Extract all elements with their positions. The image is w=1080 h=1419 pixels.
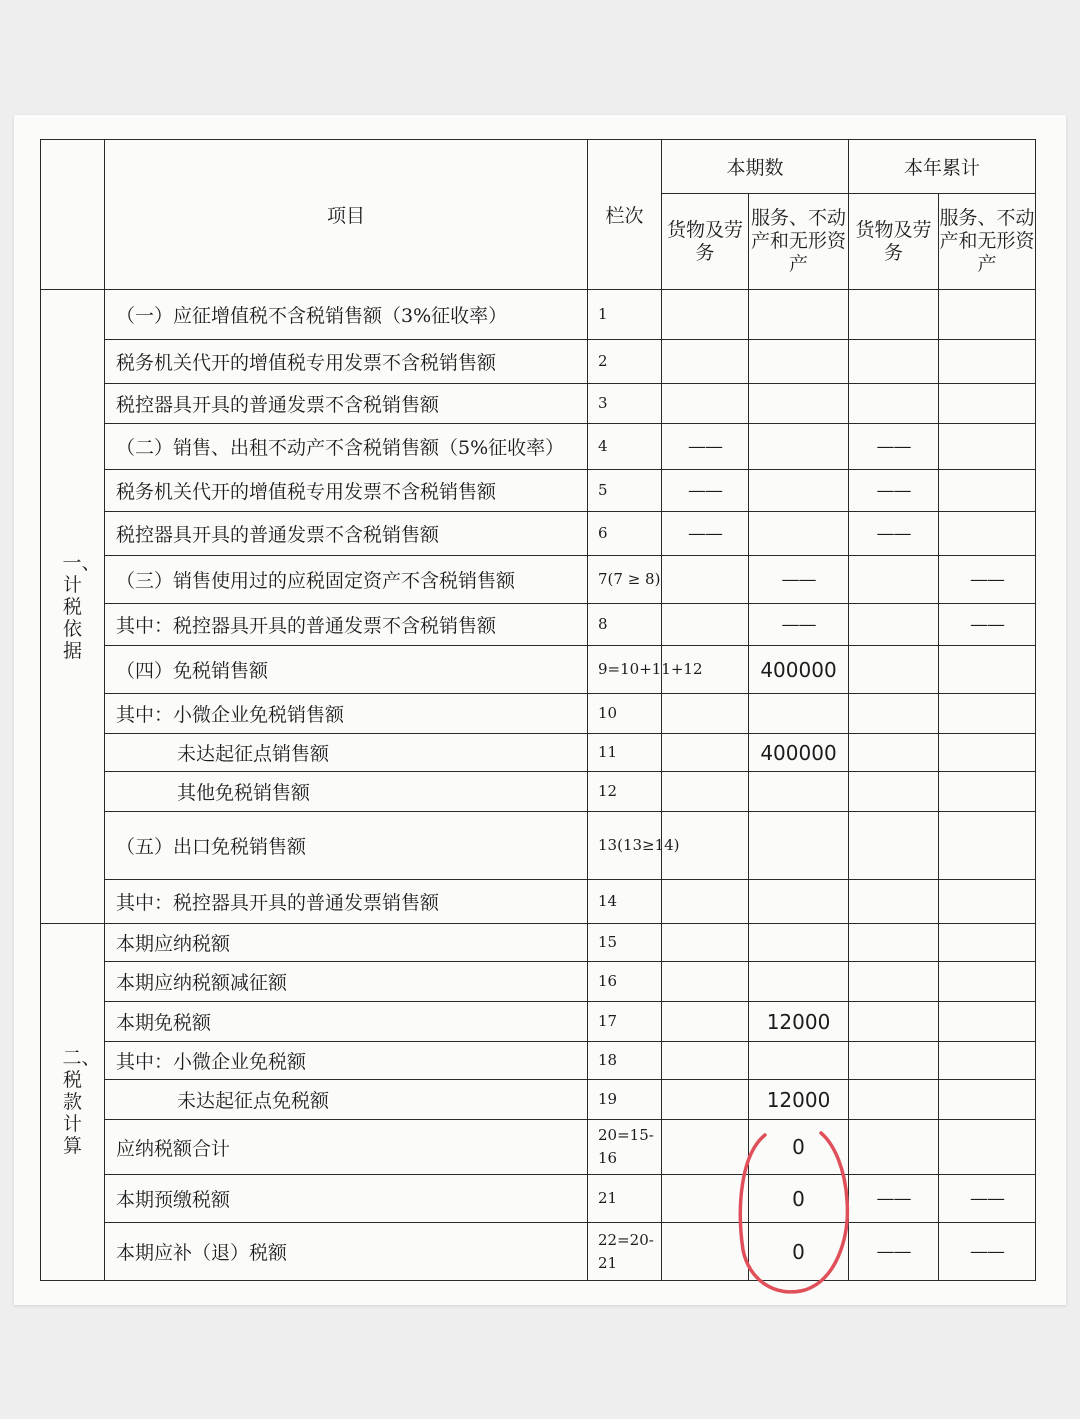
row-value-c4 bbox=[939, 734, 1036, 772]
row-item-label: 本期免税额 bbox=[105, 1002, 588, 1042]
row-item-label: 本期应补（退）税额 bbox=[105, 1223, 588, 1281]
row-value-c2 bbox=[749, 772, 849, 812]
row-value-c1 bbox=[662, 384, 749, 424]
row-value-c4 bbox=[939, 1042, 1036, 1080]
header-blank-cell bbox=[41, 140, 105, 290]
row-value-c4: —— bbox=[939, 1223, 1036, 1281]
row-item-label: 本期预缴税额 bbox=[105, 1175, 588, 1223]
row-item-label: （二）销售、出租不动产不含税销售额（5%征收率） bbox=[105, 424, 588, 470]
row-value-c1: —— bbox=[662, 470, 749, 512]
row-lane-number: 1 bbox=[588, 290, 662, 340]
row-lane-number: 15 bbox=[588, 924, 662, 962]
table-row bbox=[41, 512, 1036, 556]
row-item-label: 其中：税控器具开具的普通发票销售额 bbox=[105, 880, 588, 924]
row-value-c1 bbox=[662, 924, 749, 962]
table-row bbox=[41, 812, 1036, 880]
row-lane-number: 19 bbox=[588, 1080, 662, 1120]
row-lane-number: 8 bbox=[588, 604, 662, 646]
row-item-label: 本期应纳税额 bbox=[105, 924, 588, 962]
row-lane-number: 17 bbox=[588, 1002, 662, 1042]
table-row bbox=[41, 1175, 1036, 1223]
row-lane-number: 7(7 ≥ 8) bbox=[588, 556, 662, 604]
row-value-c3 bbox=[849, 1080, 939, 1120]
table-row bbox=[41, 1042, 1036, 1080]
header-current-period: 本期数 bbox=[662, 140, 849, 194]
row-lane-number: 21 bbox=[588, 1175, 662, 1223]
row-value-c1 bbox=[662, 604, 749, 646]
row-value-c4 bbox=[939, 1002, 1036, 1042]
row-value-c3 bbox=[849, 1042, 939, 1080]
row-value-c1 bbox=[662, 1042, 749, 1080]
table-row bbox=[41, 424, 1036, 470]
row-value-c1 bbox=[662, 880, 749, 924]
row-lane-number: 13(13≥14) bbox=[588, 812, 662, 880]
row-value-c3 bbox=[849, 734, 939, 772]
row-item-label: （三）销售使用过的应税固定资产不含税销售额 bbox=[105, 556, 588, 604]
row-item-label: 应纳税额合计 bbox=[105, 1120, 588, 1175]
table-row bbox=[41, 556, 1036, 604]
table-row bbox=[41, 290, 1036, 340]
row-value-c1 bbox=[662, 694, 749, 734]
row-lane-number: 5 bbox=[588, 470, 662, 512]
table-row bbox=[41, 1080, 1036, 1120]
row-item-label: （五）出口免税销售额 bbox=[105, 812, 588, 880]
table-row bbox=[41, 962, 1036, 1002]
row-value-c3: —— bbox=[849, 470, 939, 512]
row-value-c2 bbox=[749, 470, 849, 512]
table-row bbox=[41, 340, 1036, 384]
row-value-c3 bbox=[849, 384, 939, 424]
row-value-c2: 0 bbox=[749, 1120, 849, 1175]
row-lane-number: 18 bbox=[588, 1042, 662, 1080]
section-basis-label bbox=[41, 290, 105, 924]
row-value-c4 bbox=[939, 290, 1036, 340]
header-goods-year: 货物及劳务 bbox=[849, 194, 939, 290]
row-value-c2 bbox=[749, 512, 849, 556]
table-row bbox=[41, 880, 1036, 924]
row-item-label: 其中：税控器具开具的普通发票不含税销售额 bbox=[105, 604, 588, 646]
row-value-c2: 400000 bbox=[749, 734, 849, 772]
row-value-c2: 12000 bbox=[749, 1002, 849, 1042]
row-value-c4 bbox=[939, 880, 1036, 924]
row-item-label: 税务机关代开的增值税专用发票不含税销售额 bbox=[105, 340, 588, 384]
row-value-c2 bbox=[749, 812, 849, 880]
row-value-c3 bbox=[849, 962, 939, 1002]
row-value-c3 bbox=[849, 290, 939, 340]
row-value-c4 bbox=[939, 1080, 1036, 1120]
section-text: 一、计税依据 bbox=[62, 551, 101, 662]
row-value-c1 bbox=[662, 290, 749, 340]
row-value-c3: —— bbox=[849, 1175, 939, 1223]
row-value-c2: 0 bbox=[749, 1175, 849, 1223]
row-value-c2: —— bbox=[749, 556, 849, 604]
row-value-c4 bbox=[939, 424, 1036, 470]
table-row bbox=[41, 1120, 1036, 1175]
row-lane-number: 10 bbox=[588, 694, 662, 734]
table-row bbox=[41, 646, 1036, 694]
row-value-c1 bbox=[662, 1223, 749, 1281]
row-item-label: 本期应纳税额减征额 bbox=[105, 962, 588, 1002]
row-lane-number: 3 bbox=[588, 384, 662, 424]
row-item-label: 税务机关代开的增值税专用发票不含税销售额 bbox=[105, 470, 588, 512]
section-text: 二、税款计算 bbox=[62, 1047, 101, 1157]
row-item-label: 其他免税销售额 bbox=[105, 772, 588, 812]
row-lane-number: 6 bbox=[588, 512, 662, 556]
table-row bbox=[41, 924, 1036, 962]
row-value-c1: —— bbox=[662, 512, 749, 556]
row-value-c3 bbox=[849, 1120, 939, 1175]
row-lane-number: 20=15-16 bbox=[588, 1120, 662, 1175]
table-row bbox=[41, 604, 1036, 646]
row-item-label: 税控器具开具的普通发票不含税销售额 bbox=[105, 512, 588, 556]
row-value-c4: —— bbox=[939, 604, 1036, 646]
row-value-c3 bbox=[849, 604, 939, 646]
row-value-c4 bbox=[939, 646, 1036, 694]
table-row bbox=[41, 694, 1036, 734]
row-value-c2: —— bbox=[749, 604, 849, 646]
row-lane-number: 12 bbox=[588, 772, 662, 812]
row-lane-number: 9=10+11+12 bbox=[588, 646, 662, 694]
header-item: 项目 bbox=[105, 140, 588, 290]
row-value-c1 bbox=[662, 1120, 749, 1175]
row-value-c3 bbox=[849, 694, 939, 734]
row-lane-number: 14 bbox=[588, 880, 662, 924]
table-row bbox=[41, 1002, 1036, 1042]
header-row-1 bbox=[41, 140, 1036, 194]
row-value-c1 bbox=[662, 556, 749, 604]
row-value-c3 bbox=[849, 556, 939, 604]
row-value-c1 bbox=[662, 1080, 749, 1120]
row-item-label: 未达起征点免税额 bbox=[105, 1080, 588, 1120]
row-value-c3 bbox=[849, 772, 939, 812]
row-value-c2 bbox=[749, 924, 849, 962]
row-value-c4 bbox=[939, 962, 1036, 1002]
row-value-c4 bbox=[939, 924, 1036, 962]
row-value-c4: —— bbox=[939, 556, 1036, 604]
header-services-year: 服务、不动产和无形资产 bbox=[939, 194, 1036, 290]
row-item-label: 未达起征点销售额 bbox=[105, 734, 588, 772]
row-value-c4 bbox=[939, 384, 1036, 424]
row-value-c2 bbox=[749, 694, 849, 734]
row-value-c1 bbox=[662, 1175, 749, 1223]
row-value-c2 bbox=[749, 340, 849, 384]
tax-return-table bbox=[40, 139, 1036, 1281]
row-value-c1 bbox=[662, 772, 749, 812]
row-lane-number: 4 bbox=[588, 424, 662, 470]
row-value-c2 bbox=[749, 1042, 849, 1080]
row-value-c3 bbox=[849, 646, 939, 694]
row-value-c3 bbox=[849, 880, 939, 924]
row-value-c2: 0 bbox=[749, 1223, 849, 1281]
row-value-c1 bbox=[662, 734, 749, 772]
section-calculation-label bbox=[41, 924, 105, 1281]
table-row bbox=[41, 772, 1036, 812]
row-value-c2: 12000 bbox=[749, 1080, 849, 1120]
row-value-c2 bbox=[749, 424, 849, 470]
table-row bbox=[41, 734, 1036, 772]
row-value-c4 bbox=[939, 694, 1036, 734]
row-value-c4 bbox=[939, 772, 1036, 812]
table-row bbox=[41, 384, 1036, 424]
row-lane-number: 16 bbox=[588, 962, 662, 1002]
row-value-c2 bbox=[749, 384, 849, 424]
row-value-c3 bbox=[849, 1002, 939, 1042]
row-item-label: 其中：小微企业免税额 bbox=[105, 1042, 588, 1080]
row-value-c2 bbox=[749, 880, 849, 924]
header-goods-current: 货物及劳务 bbox=[662, 194, 749, 290]
row-value-c2 bbox=[749, 290, 849, 340]
header-services-current: 服务、不动产和无形资产 bbox=[749, 194, 849, 290]
row-value-c3: —— bbox=[849, 424, 939, 470]
row-lane-number: 2 bbox=[588, 340, 662, 384]
header-lane: 栏次 bbox=[588, 140, 662, 290]
row-value-c1 bbox=[662, 962, 749, 1002]
row-value-c3 bbox=[849, 340, 939, 384]
header-year-cumulative: 本年累计 bbox=[849, 140, 1036, 194]
row-lane-number: 11 bbox=[588, 734, 662, 772]
row-value-c1 bbox=[662, 1002, 749, 1042]
table-row bbox=[41, 470, 1036, 512]
row-value-c3: —— bbox=[849, 512, 939, 556]
row-item-label: （一）应征增值税不含税销售额（3%征收率） bbox=[105, 290, 588, 340]
row-value-c4 bbox=[939, 812, 1036, 880]
row-value-c2 bbox=[749, 962, 849, 1002]
row-item-label: （四）免税销售额 bbox=[105, 646, 588, 694]
row-item-label: 其中：小微企业免税销售额 bbox=[105, 694, 588, 734]
row-value-c3: —— bbox=[849, 1223, 939, 1281]
row-value-c4: —— bbox=[939, 1175, 1036, 1223]
row-item-label: 税控器具开具的普通发票不含税销售额 bbox=[105, 384, 588, 424]
row-value-c2: 400000 bbox=[749, 646, 849, 694]
row-value-c4 bbox=[939, 512, 1036, 556]
row-value-c3 bbox=[849, 812, 939, 880]
row-value-c4 bbox=[939, 340, 1036, 384]
row-value-c1: —— bbox=[662, 424, 749, 470]
row-value-c4 bbox=[939, 470, 1036, 512]
row-value-c4 bbox=[939, 1120, 1036, 1175]
row-lane-number: 22=20-21 bbox=[588, 1223, 662, 1281]
table-row bbox=[41, 1223, 1036, 1281]
row-value-c1 bbox=[662, 340, 749, 384]
row-value-c3 bbox=[849, 924, 939, 962]
